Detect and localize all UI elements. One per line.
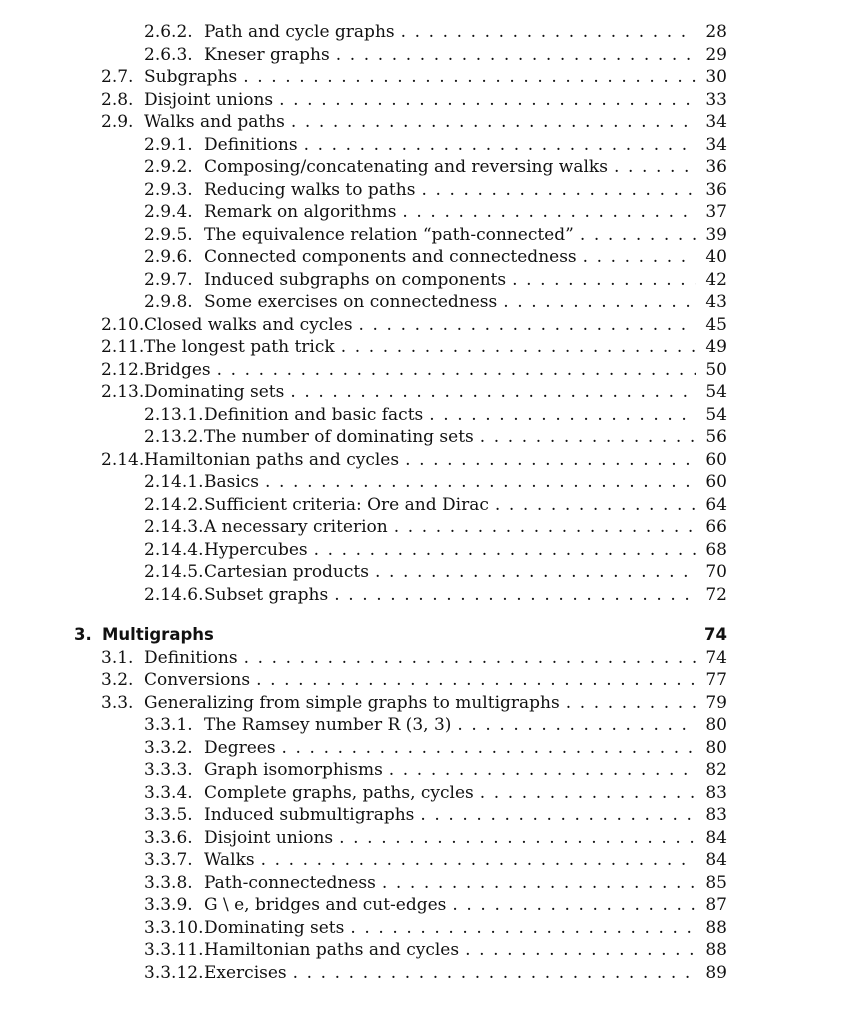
toc-entry[interactable] [0,827,856,850]
toc-entry[interactable] [0,224,856,247]
toc-entry-heading [101,89,696,112]
toc-entry-heading [144,827,696,850]
toc-entry-number: 3.3.9. [144,895,193,915]
toc-entry-title: Exercises [204,962,287,983]
toc-entry-page-number: 64 [705,494,727,515]
toc-entry-page-number: 33 [705,89,727,110]
toc-entry-heading [144,872,696,895]
toc-entry-heading [144,561,696,584]
toc-entry-page-number: 84 [705,850,727,870]
toc-entry-heading [144,21,696,44]
toc-entry[interactable] [0,44,856,67]
toc-entry-page-number: 43 [705,292,727,312]
toc-entry-page-number: 42 [705,269,727,290]
toc-entry-number: 2.9.1. [144,134,193,155]
toc-entry-title: Subset graphs [204,584,329,605]
toc-entry-heading [144,246,696,269]
toc-entry-heading [101,359,696,382]
toc-entry-title: Definition and basic facts [204,404,424,425]
toc-entry-title: Remark on algorithms [204,202,397,222]
toc-entry-number: 3.3.4. [144,782,193,803]
toc-entry-page-number: 30 [705,67,727,87]
toc-entry-page-number: 54 [705,382,727,402]
toc-entry-title: Bridges [144,359,211,380]
toc-entry[interactable] [0,917,856,940]
toc-entry-number: 2.8. [101,89,134,110]
toc-entry-heading [144,539,696,562]
toc-entry-page-number: 36 [705,179,727,200]
toc-entry[interactable] [0,872,856,895]
toc-entry-heading [101,449,696,472]
toc-entry-heading [144,737,696,760]
toc-entry-title: Dominating sets [204,917,345,938]
toc-entry-heading [144,804,696,827]
toc-entry[interactable] [0,359,856,382]
toc-entry-number: 2.14. [101,449,145,470]
toc-entry-title: Multigraphs [102,625,214,644]
toc-entry-title: Disjoint unions [204,827,334,848]
toc-entry-heading [144,584,696,607]
toc-entry-page-number: 83 [705,805,727,825]
toc-entry-heading [144,894,696,917]
toc-entry-number: 3.3. [101,692,134,713]
toc-entry-heading [101,669,696,692]
toc-entry-title: Complete graphs, paths, cycles [204,782,474,803]
toc-entry-page-number: 29 [705,44,727,65]
toc-entry-number: 2.9. [101,112,134,132]
toc-entry-heading [101,66,696,89]
toc-entry-number: 2.9.2. [144,157,193,177]
toc-entry-number: 2.10. [101,314,145,335]
toc-entry-title: Dominating sets [144,382,285,402]
toc-entry-number: 3.3.12. [144,962,204,983]
toc-entry[interactable] [0,939,856,962]
toc-entry-page-number: 70 [705,562,727,582]
toc-entry-title: Composing/concatenating and reversing walks [204,157,608,177]
toc-entry-number: 2.14.4. [144,539,204,560]
toc-entry-heading [144,179,696,202]
toc-entry[interactable] [0,584,856,607]
toc-entry-title: Hypercubes [204,539,308,560]
toc-entry[interactable] [0,962,856,985]
toc-entry-title: Basics [204,472,260,492]
toc-entry-page-number: 74 [704,625,727,644]
toc-entry[interactable] [0,89,856,112]
toc-entry-title: The Ramsey number R (3, 3) [204,715,452,735]
toc-entry-heading [144,516,696,539]
toc-entry-title: Disjoint unions [144,89,274,110]
toc-entry-page-number: 39 [705,224,727,245]
toc-entry[interactable] [0,66,856,89]
toc-entry[interactable] [0,449,856,472]
toc-entry-number: 3.3.7. [144,850,193,870]
toc-entry-title: Some exercises on connectedness [204,292,498,312]
toc-entry-number: 2.13.1. [144,404,204,425]
toc-entry-number: 3.3.8. [144,872,193,893]
toc-entry-heading [101,336,696,359]
toc-entry-page-number: 89 [705,962,727,983]
toc-entry-number: 2.9.6. [144,247,193,267]
toc-entry-number: 2.14.3. [144,517,204,537]
toc-entry-number: 2.9.4. [144,202,193,222]
toc-entry-heading [144,759,696,782]
toc-entry-page-number: 34 [705,112,727,132]
toc-entry-page-number: 74 [705,647,727,668]
toc-entry-page-number: 60 [705,449,727,470]
toc-entry-title: Degrees [204,737,276,758]
toc-entry[interactable] [0,669,856,692]
toc-entry-page-number: 50 [705,359,727,380]
toc-entry[interactable] [0,471,856,494]
toc-entry-page-number: 40 [705,247,727,267]
toc-entry-title: Hamiltonian paths and cycles [144,449,400,470]
toc-entry[interactable] [0,894,856,917]
toc-entry-page-number: 84 [705,827,727,848]
toc-entry-page-number: 80 [705,715,727,735]
toc-entry-heading [144,939,696,962]
toc-entry-heading [101,381,696,404]
toc-entry[interactable] [0,201,856,224]
toc-entry-heading [144,471,696,494]
toc-entry-page-number: 56 [705,427,727,447]
toc-entry[interactable] [0,246,856,269]
toc-entry-number: 3.3.1. [144,715,193,735]
toc-entry-title: The longest path trick [144,337,335,357]
toc-entry-number: 3.3.10. [144,917,204,938]
toc-entry-heading [101,692,696,715]
toc-entry-page-number: 49 [705,337,727,357]
toc-entry-title: Connected components and connectedness [204,247,577,267]
toc-entry[interactable] [0,714,856,737]
toc-entry-title: Sufficient criteria: Ore and Dirac [204,494,489,515]
toc-entry-number: 3. [74,625,92,644]
toc-entry-page-number: 83 [705,782,727,803]
toc-entry-title: Induced subgraphs on components [204,269,507,290]
toc-entry-heading [101,647,696,670]
toc-entry[interactable] [0,134,856,157]
toc-entry-title: Conversions [144,670,251,690]
toc-entry[interactable] [0,737,856,760]
toc-entry-page-number: 80 [705,737,727,758]
toc-entry-number: 2.7. [101,67,134,87]
toc-entry-page-number: 36 [705,157,727,177]
toc-entry[interactable] [0,782,856,805]
toc-entry-page-number: 87 [705,895,727,915]
toc-entry[interactable] [0,21,856,44]
toc-entry-page-number: 79 [705,692,727,713]
toc-entry-number: 3.1. [101,647,134,668]
toc-entry-heading [144,156,696,179]
toc-entry[interactable] [0,179,856,202]
toc-entry-number: 2.6.2. [144,22,193,42]
toc-entry-title: A necessary criterion [204,517,388,537]
toc-entry[interactable] [0,647,856,670]
toc-entry-page-number: 34 [705,134,727,155]
toc-entry-page-number: 45 [705,314,727,335]
toc-chapter-entry[interactable] [0,624,856,647]
toc-entry-number: 2.14.2. [144,494,204,515]
toc-entry-number: 2.13.2. [144,427,204,447]
toc-entry-page-number: 85 [705,872,727,893]
toc-entry-heading [144,201,696,224]
toc-entry-number: 2.13. [101,382,145,402]
toc-entry-title: Definitions [144,647,238,668]
toc-entry[interactable] [0,759,856,782]
toc-entry-number: 2.9.5. [144,224,193,245]
toc-entry-page-number: 54 [705,404,727,425]
toc-entry-title: Cartesian products [204,562,369,582]
toc-entry-heading [144,404,696,427]
toc-entry-title: The equivalence relation “path-connected” [204,224,574,245]
toc-entry-number: 3.2. [101,670,134,690]
toc-entry[interactable] [0,494,856,517]
toc-entry-number: 2.6.3. [144,44,193,65]
toc-entry-number: 3.3.3. [144,760,193,780]
toc-entry-number: 2.9.8. [144,292,193,312]
toc-entry-heading [144,917,696,940]
toc-entry-heading [144,224,696,247]
toc-entry-title: Closed walks and cycles [144,314,353,335]
toc-entry[interactable] [0,561,856,584]
toc-entry-page-number: 72 [705,584,727,605]
toc-entry-number: 3.3.2. [144,737,193,758]
toc-entry-heading [101,314,696,337]
toc-entry-number: 3.3.11. [144,940,204,960]
toc-entry[interactable] [0,336,856,359]
toc-entry-heading [144,426,696,449]
toc-entry-page-number: 68 [705,539,727,560]
table-of-contents [0,21,856,984]
toc-entry-title: Walks and paths [144,112,285,132]
toc-entry-title: Path and cycle graphs [204,22,395,42]
toc-entry[interactable] [0,849,856,872]
toc-entry-page-number: 37 [705,202,727,222]
toc-entry-number: 3.3.5. [144,805,193,825]
toc-entry[interactable] [0,516,856,539]
toc-entry-page-number: 66 [705,517,727,537]
toc-entry-title: The number of dominating sets [204,427,474,447]
toc-entry-page-number: 88 [705,917,727,938]
toc-entry-page-number: 28 [705,22,727,42]
toc-entry-heading [144,494,696,517]
toc-entry-page-number: 88 [705,940,727,960]
toc-entry[interactable] [0,404,856,427]
toc-entry-heading [144,269,696,292]
toc-entry-heading [144,849,696,872]
toc-entry-title: Walks [204,850,255,870]
toc-entry-number: 2.9.3. [144,179,193,200]
toc-entry-title: Subgraphs [144,67,238,87]
toc-entry[interactable] [0,692,856,715]
toc-entry-heading [74,624,696,647]
toc-entry[interactable] [0,314,856,337]
toc-entry-number: 2.14.6. [144,584,204,605]
toc-entry-heading [144,714,696,737]
toc-entry-heading [144,962,696,985]
toc-entry-page-number: 60 [705,472,727,492]
toc-entry-title: Definitions [204,134,298,155]
toc-entry-heading [101,111,696,134]
toc-entry-title: Hamiltonian paths and cycles [204,940,460,960]
toc-entry-heading [144,782,696,805]
toc-entry[interactable] [0,426,856,449]
toc-entry[interactable] [0,111,856,134]
toc-entry-title: Induced submultigraphs [204,805,415,825]
toc-entry-heading [144,291,696,314]
toc-entry[interactable] [0,539,856,562]
toc-entry-title: Path-connectedness [204,872,376,893]
toc-entry[interactable] [0,381,856,404]
toc-entry-title: Kneser graphs [204,44,330,65]
toc-entry-number: 2.11. [101,337,145,357]
toc-entry[interactable] [0,269,856,292]
toc-entry[interactable] [0,291,856,314]
toc-entry-page-number: 82 [705,760,727,780]
toc-entry-heading [144,44,696,67]
toc-entry-title: Reducing walks to paths [204,179,416,200]
toc-entry-number: 2.9.7. [144,269,193,290]
toc-entry-heading [144,134,696,157]
toc-entry-number: 2.14.1. [144,472,204,492]
toc-entry[interactable] [0,156,856,179]
toc-entry-title: G \ e, bridges and cut-edges [204,895,447,915]
toc-entry[interactable] [0,804,856,827]
toc-entry-title: Generalizing from simple graphs to multigraphs [144,692,560,713]
toc-entry-number: 2.14.5. [144,562,204,582]
toc-entry-number: 3.3.6. [144,827,193,848]
toc-entry-number: 2.12. [101,359,145,380]
toc-entry-page-number: 77 [705,670,727,690]
toc-entry-title: Graph isomorphisms [204,760,383,780]
